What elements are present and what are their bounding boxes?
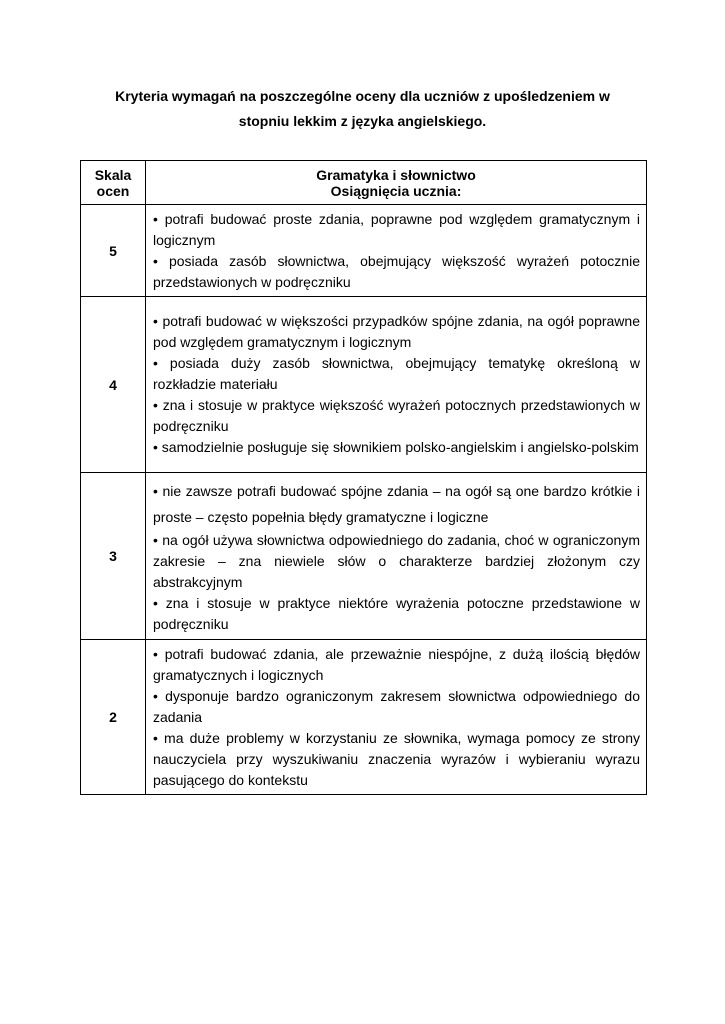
grade-cell: 4 <box>81 297 146 473</box>
criterion-item: • potrafi budować proste zdania, poprawne pod względem gramatycznym i logicznym <box>153 210 640 248</box>
title-line-2: stopniu lekkim z języka angielskiego. <box>238 113 487 129</box>
criterion-item: • na ogół używa słownictwa odpowiedniego do zadania, choć w ograniczonym zakresie – zna niewiele słów o charakterze bardziej złożonym czy abstrakcyjnym <box>153 531 640 590</box>
title-line-1: Kryteria wymagań na poszczególne oceny dla uczniów z upośledzeniem w <box>115 88 610 104</box>
table-row <box>81 297 647 473</box>
criterion-item: • potrafi budować zdania, ale przeważnie niespójne, z dużą ilością błędów gramatycznych i logicznych <box>153 645 640 683</box>
table-row <box>81 640 647 795</box>
header-description <box>146 161 647 205</box>
criterion-item: • samodzielnie posługuje się słownikiem polsko-angielskim i angielsko-polskim <box>153 439 639 455</box>
grade-cell: 2 <box>81 640 146 795</box>
criterion-item: • ma duże problemy w korzystaniu ze słownika, wymaga pomocy ze strony nauczyciela przy wyszukiwaniu znaczenia wyrazów i wybieraniu wyrazu pasującego do kontekstu <box>153 729 640 788</box>
header-desc-line-1: Gramatyka i słownictwo <box>316 166 476 183</box>
header-grade-scale <box>81 161 146 205</box>
table-header-row <box>81 161 647 205</box>
grade-cell: 3 <box>81 473 146 640</box>
document-title <box>60 84 665 134</box>
criterion-item: • dysponuje bardzo ograniczonym zakresem słownictwa odpowiedniego do zadania <box>153 687 640 725</box>
description-cell <box>146 297 647 473</box>
criterion-item: • potrafi budować w większości przypadków spójne zdania, na ogół poprawne pod względem gramatycznym i logicznym <box>153 313 640 350</box>
criterion-item: • zna i stosuje w praktyce większość wyrażeń potocznych przedstawionych w podręczniku <box>153 397 640 434</box>
table-row <box>81 205 647 297</box>
criterion-item: • posiada duży zasób słownictwa, obejmujący tematykę określoną w rozkładzie materiału <box>153 355 640 392</box>
criterion-item: • zna i stosuje w praktyce niektóre wyrażenia potoczne przedstawione w podręczniku <box>153 594 640 632</box>
criteria-table <box>80 160 647 795</box>
criterion-item: • posiada zasób słownictwa, obejmujący większość wyrażeń potocznie przedstawionych w podręczniku <box>153 252 640 290</box>
table-row <box>81 473 647 640</box>
header-desc-line-2: Osiągnięcia ucznia: <box>330 182 462 199</box>
grade-cell: 5 <box>81 205 146 297</box>
description-cell <box>146 205 647 297</box>
header-grade-line-1: Skala <box>94 166 132 183</box>
header-grade-line-2: ocen <box>96 182 130 199</box>
description-cell <box>146 640 647 795</box>
criterion-item: • nie zawsze potrafi budować spójne zdania – na ogół są one bardzo krótkie i proste – często popełnia błędy gramatyczne i logiczne <box>153 482 640 525</box>
description-cell <box>146 473 647 640</box>
